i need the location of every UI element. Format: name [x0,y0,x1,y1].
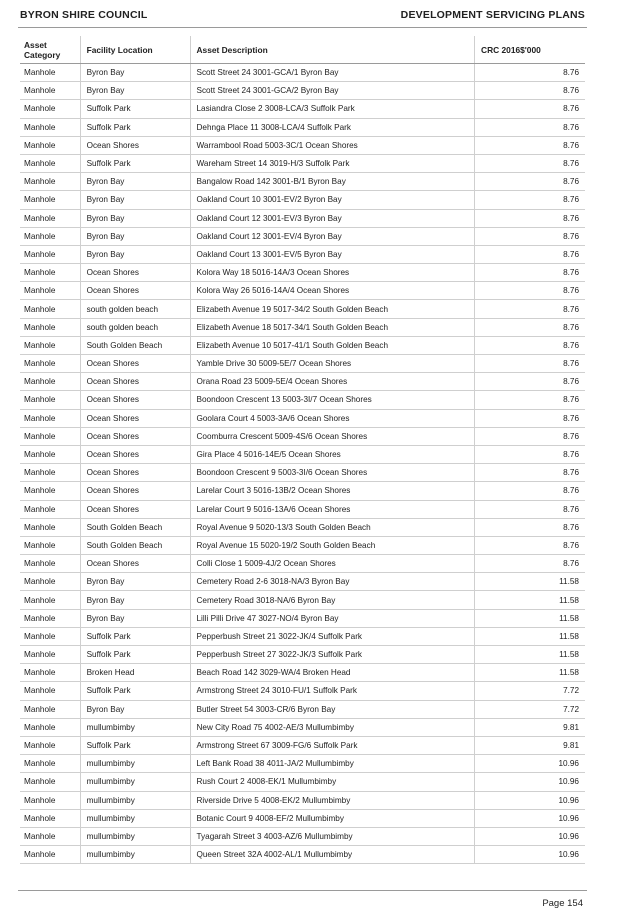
facility-location-cell: Byron Bay [80,591,190,609]
facility-location-cell: Byron Bay [80,82,190,100]
table-row [20,209,585,227]
asset-category-cell: Manhole [20,573,80,591]
facility-location-cell: Suffolk Park [80,154,190,172]
crc-value-cell: 8.76 [475,336,585,354]
crc-value-cell: 8.76 [475,555,585,573]
asset-description-cell: Riverside Drive 5 4008-EK/2 Mullumbimby [190,791,475,809]
facility-location-cell: Byron Bay [80,245,190,263]
asset-category-cell: Manhole [20,282,80,300]
table-body [20,64,585,864]
asset-description-cell: Cemetery Road 3018-NA/6 Byron Bay [190,591,475,609]
facility-location-cell: Broken Head [80,664,190,682]
crc-value-cell: 8.76 [475,536,585,554]
crc-value-cell: 10.96 [475,809,585,827]
table-row [20,100,585,118]
facility-location-cell: Byron Bay [80,209,190,227]
table-row [20,82,585,100]
asset-category-cell: Manhole [20,373,80,391]
crc-value-cell: 8.76 [475,445,585,463]
asset-category-cell: Manhole [20,500,80,518]
facility-location-cell: Ocean Shores [80,282,190,300]
asset-category-cell: Manhole [20,154,80,172]
table-row [20,282,585,300]
asset-description-cell: Orana Road 23 5009-5E/4 Ocean Shores [190,373,475,391]
asset-category-cell: Manhole [20,336,80,354]
facility-location-cell: Suffolk Park [80,100,190,118]
asset-description-cell: Armstrong Street 67 3009-FG/6 Suffolk Park [190,736,475,754]
facility-location-cell: Suffolk Park [80,682,190,700]
table-row [20,500,585,518]
crc-value-cell: 8.76 [475,482,585,500]
crc-value-cell: 11.58 [475,627,585,645]
asset-description-cell: Butler Street 54 3003-CR/6 Byron Bay [190,700,475,718]
asset-category-cell: Manhole [20,718,80,736]
asset-category-cell: Manhole [20,846,80,864]
asset-category-cell: Manhole [20,664,80,682]
asset-category-cell: Manhole [20,773,80,791]
asset-category-cell: Manhole [20,391,80,409]
asset-description-cell: New City Road 75 4002-AE/3 Mullumbimby [190,718,475,736]
asset-category-cell: Manhole [20,482,80,500]
asset-description-cell: Kolora Way 26 5016-14A/4 Ocean Shores [190,282,475,300]
asset-description-cell: Elizabeth Avenue 19 5017-34/2 South Golden Beach [190,300,475,318]
facility-location-cell: mullumbimby [80,755,190,773]
asset-category-cell: Manhole [20,736,80,754]
table-row [20,773,585,791]
facility-location-cell: mullumbimby [80,791,190,809]
facility-location-cell: mullumbimby [80,827,190,845]
asset-description-cell: Royal Avenue 9 5020-13/3 South Golden Beach [190,518,475,536]
crc-value-cell: 8.76 [475,82,585,100]
facility-location-cell: Ocean Shores [80,445,190,463]
table-row [20,555,585,573]
column-header-asset-description: Asset Description [190,36,475,64]
asset-description-cell: Oakland Court 10 3001-EV/2 Byron Bay [190,191,475,209]
table-row [20,827,585,845]
asset-category-cell: Manhole [20,518,80,536]
asset-description-cell: Warrambool Road 5003-3C/1 Ocean Shores [190,136,475,154]
table-header-row [20,36,585,64]
table-row [20,118,585,136]
asset-description-cell: Oakland Court 13 3001-EV/5 Byron Bay [190,245,475,263]
table-row [20,609,585,627]
table-row [20,136,585,154]
asset-category-cell: Manhole [20,173,80,191]
facility-location-cell: South Golden Beach [80,518,190,536]
asset-description-cell: Larelar Court 3 5016-13B/2 Ocean Shores [190,482,475,500]
facility-location-cell: Ocean Shores [80,355,190,373]
crc-value-cell: 8.76 [475,209,585,227]
asset-category-cell: Manhole [20,409,80,427]
asset-description-cell: Scott Street 24 3001-GCA/2 Byron Bay [190,82,475,100]
crc-value-cell: 7.72 [475,700,585,718]
asset-description-cell: Elizabeth Avenue 10 5017-41/1 South Golden Beach [190,336,475,354]
crc-value-cell: 10.96 [475,846,585,864]
table-row [20,573,585,591]
crc-value-cell: 8.76 [475,518,585,536]
crc-value-cell: 11.58 [475,573,585,591]
table-row [20,409,585,427]
asset-category-cell: Manhole [20,464,80,482]
header-divider [18,27,587,28]
facility-location-cell: Suffolk Park [80,736,190,754]
asset-category-cell: Manhole [20,809,80,827]
asset-category-cell: Manhole [20,209,80,227]
asset-description-cell: Cemetery Road 2-6 3018-NA/3 Byron Bay [190,573,475,591]
crc-value-cell: 8.76 [475,355,585,373]
crc-value-cell: 11.58 [475,591,585,609]
asset-category-cell: Manhole [20,64,80,82]
asset-description-cell: Gira Place 4 5016-14E/5 Ocean Shores [190,445,475,463]
table-row [20,391,585,409]
table-row [20,464,585,482]
asset-table [20,36,585,864]
crc-value-cell: 8.76 [475,173,585,191]
crc-value-cell: 8.76 [475,282,585,300]
asset-category-cell: Manhole [20,555,80,573]
table-row [20,682,585,700]
asset-category-cell: Manhole [20,227,80,245]
facility-location-cell: mullumbimby [80,809,190,827]
table-row [20,264,585,282]
table-row [20,64,585,82]
crc-value-cell: 8.76 [475,464,585,482]
asset-description-cell: Colli Close 1 5009-4J/2 Ocean Shores [190,555,475,573]
facility-location-cell: South Golden Beach [80,336,190,354]
table-row [20,646,585,664]
table-row [20,755,585,773]
facility-location-cell: Ocean Shores [80,482,190,500]
facility-location-cell: Ocean Shores [80,427,190,445]
asset-category-cell: Manhole [20,300,80,318]
table-row [20,173,585,191]
asset-category-cell: Manhole [20,245,80,263]
asset-description-cell: Lilli Pilli Drive 47 3027-NO/4 Byron Bay [190,609,475,627]
asset-category-cell: Manhole [20,791,80,809]
asset-description-cell: Bangalow Road 142 3001-B/1 Byron Bay [190,173,475,191]
footer-divider [18,890,587,891]
facility-location-cell: Ocean Shores [80,136,190,154]
facility-location-cell: Byron Bay [80,700,190,718]
table-row [20,846,585,864]
asset-category-cell: Manhole [20,318,80,336]
asset-description-cell: Larelar Court 9 5016-13A/6 Ocean Shores [190,500,475,518]
asset-description-cell: Yamble Drive 30 5009-5E/7 Ocean Shores [190,355,475,373]
asset-description-cell: Armstrong Street 24 3010-FU/1 Suffolk Park [190,682,475,700]
facility-location-cell: Ocean Shores [80,391,190,409]
facility-location-cell: mullumbimby [80,846,190,864]
crc-value-cell: 8.76 [475,245,585,263]
column-header-crc: CRC 2016$'000 [475,36,585,64]
document-title: DEVELOPMENT SERVICING PLANS [400,9,585,21]
facility-location-cell: Suffolk Park [80,627,190,645]
asset-description-cell: Wareham Street 14 3019-H/3 Suffolk Park [190,154,475,172]
table-row [20,664,585,682]
facility-location-cell: Byron Bay [80,173,190,191]
table-row [20,245,585,263]
asset-category-cell: Manhole [20,427,80,445]
asset-category-cell: Manhole [20,82,80,100]
table-row [20,791,585,809]
page-number: Page 154 [542,898,583,909]
asset-description-cell: Beach Road 142 3029-WA/4 Broken Head [190,664,475,682]
crc-value-cell: 10.96 [475,791,585,809]
asset-category-cell: Manhole [20,264,80,282]
asset-category-cell: Manhole [20,591,80,609]
crc-value-cell: 8.76 [475,373,585,391]
facility-location-cell: Ocean Shores [80,373,190,391]
table-row [20,300,585,318]
table-row [20,191,585,209]
facility-location-cell: Ocean Shores [80,464,190,482]
asset-category-cell: Manhole [20,609,80,627]
asset-description-cell: Botanic Court 9 4008-EF/2 Mullumbimby [190,809,475,827]
table-row [20,227,585,245]
asset-category-cell: Manhole [20,136,80,154]
crc-value-cell: 11.58 [475,609,585,627]
table-row [20,518,585,536]
asset-description-cell: Tyagarah Street 3 4003-AZ/6 Mullumbimby [190,827,475,845]
table-row [20,736,585,754]
crc-value-cell: 8.76 [475,427,585,445]
crc-value-cell: 8.76 [475,500,585,518]
asset-description-cell: Scott Street 24 3001-GCA/1 Byron Bay [190,64,475,82]
facility-location-cell: Suffolk Park [80,646,190,664]
table-row [20,700,585,718]
asset-description-cell: Lasiandra Close 2 3008-LCA/3 Suffolk Park [190,100,475,118]
crc-value-cell: 8.76 [475,227,585,245]
asset-description-cell: Rush Court 2 4008-EK/1 Mullumbimby [190,773,475,791]
crc-value-cell: 8.76 [475,154,585,172]
table-row [20,536,585,554]
asset-category-cell: Manhole [20,355,80,373]
asset-category-cell: Manhole [20,755,80,773]
asset-description-cell: Oakland Court 12 3001-EV/4 Byron Bay [190,227,475,245]
table-row [20,627,585,645]
facility-location-cell: Byron Bay [80,227,190,245]
crc-value-cell: 8.76 [475,191,585,209]
facility-location-cell: Byron Bay [80,573,190,591]
asset-description-cell: Coomburra Crescent 5009-4S/6 Ocean Shores [190,427,475,445]
crc-value-cell: 11.58 [475,646,585,664]
table-row [20,809,585,827]
crc-value-cell: 8.76 [475,391,585,409]
facility-location-cell: South Golden Beach [80,536,190,554]
asset-description-cell: Royal Avenue 15 5020-19/2 South Golden Beach [190,536,475,554]
asset-description-cell: Goolara Court 4 5003-3A/6 Ocean Shores [190,409,475,427]
asset-description-cell: Boondoon Crescent 13 5003-3I/7 Ocean Shores [190,391,475,409]
asset-category-cell: Manhole [20,700,80,718]
crc-value-cell: 9.81 [475,736,585,754]
crc-value-cell: 8.76 [475,318,585,336]
crc-value-cell: 10.96 [475,755,585,773]
table-row [20,355,585,373]
facility-location-cell: south golden beach [80,318,190,336]
crc-value-cell: 10.96 [475,827,585,845]
table-row [20,718,585,736]
crc-value-cell: 8.76 [475,118,585,136]
crc-value-cell: 9.81 [475,718,585,736]
asset-description-cell: Pepperbush Street 21 3022-JK/4 Suffolk Park [190,627,475,645]
asset-description-cell: Dehnga Place 11 3008-LCA/4 Suffolk Park [190,118,475,136]
column-header-facility-location: Facility Location [80,36,190,64]
asset-description-cell: Pepperbush Street 27 3022-JK/3 Suffolk Park [190,646,475,664]
table-row [20,318,585,336]
crc-value-cell: 10.96 [475,773,585,791]
asset-description-cell: Left Bank Road 38 4011-JA/2 Mullumbimby [190,755,475,773]
crc-value-cell: 8.76 [475,409,585,427]
asset-description-cell: Elizabeth Avenue 18 5017-34/1 South Golden Beach [190,318,475,336]
facility-location-cell: Ocean Shores [80,264,190,282]
crc-value-cell: 11.58 [475,664,585,682]
asset-category-cell: Manhole [20,191,80,209]
table-row [20,427,585,445]
page-header [20,9,585,23]
crc-value-cell: 8.76 [475,100,585,118]
asset-description-cell: Queen Street 32A 4002-AL/1 Mullumbimby [190,846,475,864]
asset-category-cell: Manhole [20,536,80,554]
asset-description-cell: Oakland Court 12 3001-EV/3 Byron Bay [190,209,475,227]
crc-value-cell: 8.76 [475,64,585,82]
asset-category-cell: Manhole [20,646,80,664]
facility-location-cell: Suffolk Park [80,118,190,136]
crc-value-cell: 8.76 [475,136,585,154]
crc-value-cell: 8.76 [475,264,585,282]
column-header-asset-category: Asset Category [20,36,80,64]
asset-category-cell: Manhole [20,118,80,136]
facility-location-cell: south golden beach [80,300,190,318]
crc-value-cell: 8.76 [475,300,585,318]
facility-location-cell: Byron Bay [80,191,190,209]
table-row [20,373,585,391]
facility-location-cell: Ocean Shores [80,555,190,573]
asset-category-cell: Manhole [20,827,80,845]
asset-category-cell: Manhole [20,682,80,700]
facility-location-cell: Ocean Shores [80,409,190,427]
asset-category-cell: Manhole [20,627,80,645]
table-row [20,336,585,354]
council-name: BYRON SHIRE COUNCIL [20,9,148,21]
table-row [20,482,585,500]
asset-description-cell: Boondoon Crescent 9 5003-3I/6 Ocean Shores [190,464,475,482]
facility-location-cell: mullumbimby [80,718,190,736]
asset-description-cell: Kolora Way 18 5016-14A/3 Ocean Shores [190,264,475,282]
facility-location-cell: Ocean Shores [80,500,190,518]
facility-location-cell: mullumbimby [80,773,190,791]
table-row [20,445,585,463]
facility-location-cell: Byron Bay [80,609,190,627]
crc-value-cell: 7.72 [475,682,585,700]
facility-location-cell: Byron Bay [80,64,190,82]
table-row [20,591,585,609]
asset-category-cell: Manhole [20,100,80,118]
table-row [20,154,585,172]
asset-category-cell: Manhole [20,445,80,463]
